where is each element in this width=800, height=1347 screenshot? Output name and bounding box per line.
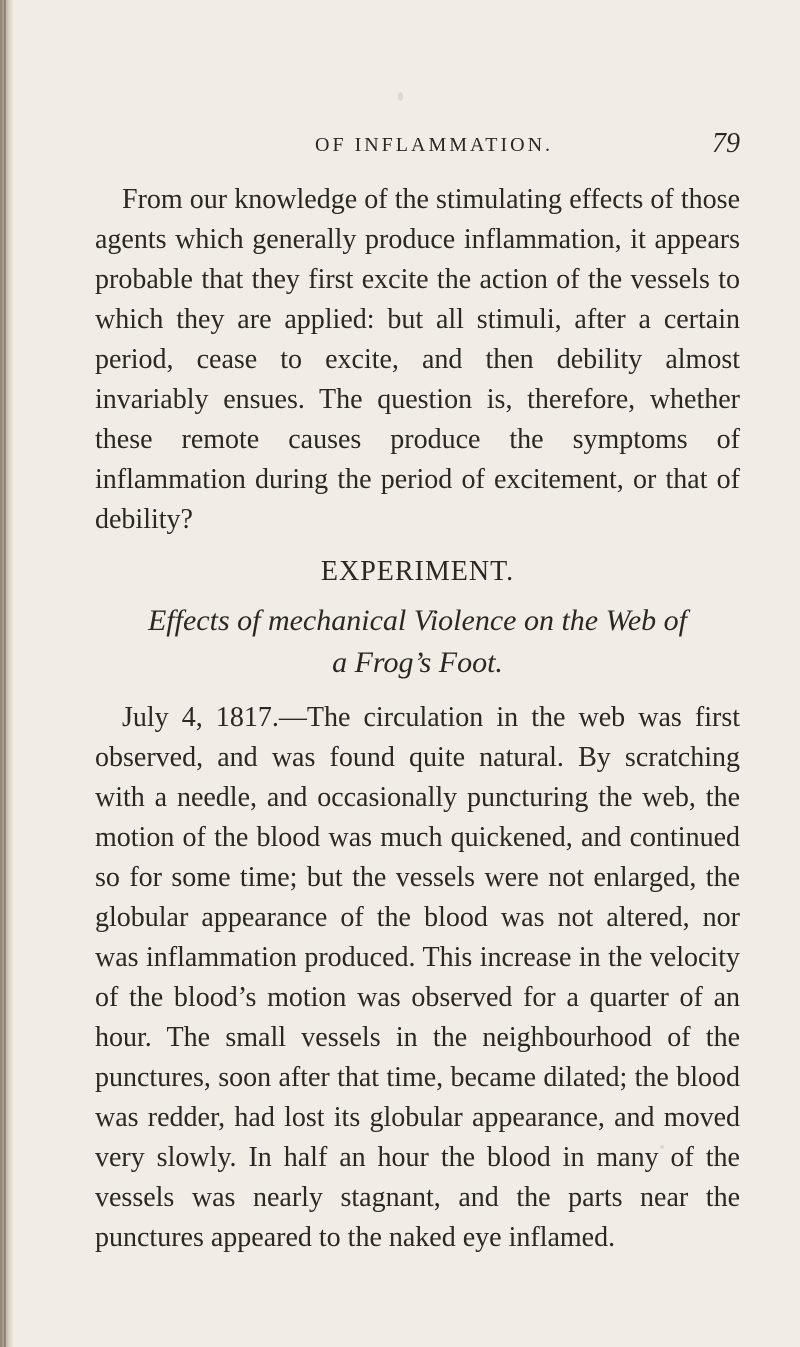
section-heading: EXPERIMENT. [320, 556, 515, 587]
page-header [0, 128, 800, 168]
body-paragraph-1: From our knowledge of the stimulating effects of those agents which generally produce inflammation, it appears probable that they first excite the action of the vessels to which they are applied: but all stimuli, after a certain period, cease to excite, and then debility almost invariably ensues. The question is, therefore, whether these remote causes produce the symptoms of inflammation during the period of excitement, or that of debility? [95, 184, 740, 535]
subtitle-line-2: a Frog’s Foot. [332, 646, 503, 679]
subtitle-line-1: Effects of mechanical Violence on the Web of [147, 604, 687, 637]
page-number: 79 [712, 128, 740, 159]
body-paragraph-2: July 4, 1817.—The circulation in the web was first observed, and was found quite natural. By scratching with a needle, and occasionally puncturing the web, the motion of the blood was much quickened, and continued so for some time; but the vessels were not enlarged, the globular appearance of the blood was not altered, nor was inflammation produced. This increase in the velocity of the blood’s motion was observed for a quarter of an hour. The small vessels in the neighbourhood of the punctures, soon after that time, became dilated; the blood was redder, had lost its globular appearance, and moved very slowly. In half an hour the blood in many of the vessels was nearly stagnant, and the parts near the punctures appeared to the naked eye inflamed. [95, 702, 740, 1253]
running-head: OF INFLAMMATION. [315, 134, 554, 156]
page-binding-line [4, 0, 6, 1347]
paper-spot [398, 92, 403, 101]
page-binding-edge [0, 0, 14, 1347]
page-body [95, 180, 740, 1258]
experiment-subtitle [95, 600, 740, 684]
